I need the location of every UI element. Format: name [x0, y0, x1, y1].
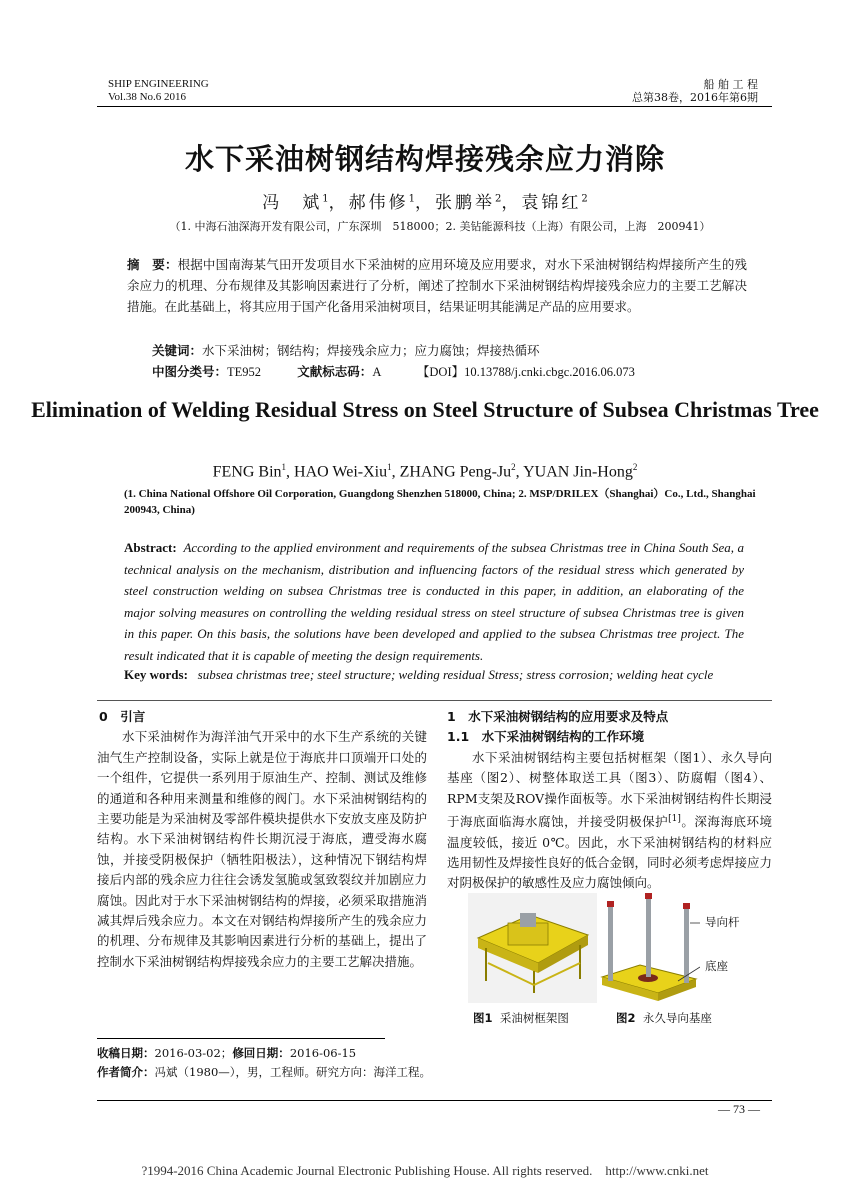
- author-sup: 1: [387, 462, 392, 472]
- figure-2-callout-base: 底座: [705, 959, 728, 973]
- author-sup: 1: [281, 462, 287, 472]
- figure-2-caption: [616, 1010, 712, 1026]
- keywords-cn-label: 关键词：: [152, 343, 203, 358]
- right-column: [447, 707, 772, 894]
- author-sup: 2: [581, 193, 588, 205]
- figure-2-title: 永久导向基座: [642, 1011, 712, 1025]
- paragraph-text: 。深海海底环境温度较低，接近 0℃。因此，水下采油树钢结构的材料应选用韧性及焊接性良好的低合金钢，同时必须考虑焊接应力对阴极保护的敏感性及应力腐蚀倾向。: [447, 814, 773, 891]
- section-1-1-heading: 1.1 水下采油树钢结构的工作环境: [447, 729, 645, 745]
- footnote-rule: [97, 1038, 385, 1039]
- abstract-cn-label: 摘 要：: [127, 257, 178, 272]
- paragraph-text: 水下采油树钢结构主要包括树框架（图1）、永久导向基座（图2）、树整体取送工具（图3）、防腐帽（图4）、RPM支架及ROV操作面板等。水下采油树钢结构件长期浸于海底面临海水腐蚀，并接受阴极保护: [447, 749, 772, 830]
- author-cn: 袁锦红: [521, 193, 582, 213]
- author-bio-text: 冯斌（1980—），男，工程师。研究方向：海洋工程。: [154, 1065, 432, 1079]
- author-sup: 1: [322, 193, 329, 205]
- journal-name-en: SHIP ENGINEERING: [108, 78, 209, 90]
- keywords-cn-text: 水下采油树；钢结构；焊接残余应力；应力腐蚀；焊接热循环: [202, 343, 540, 358]
- left-column: [97, 707, 427, 972]
- page-number: — 73 —: [718, 1102, 760, 1116]
- figure-2-number: 图2: [616, 1011, 636, 1025]
- keywords-cn: [152, 340, 752, 361]
- author-list-cn: 冯 斌$^1$，郝伟修$^1$，张鹏举$^2$，袁锦红$^2$: [262, 193, 588, 213]
- copyright-notice: ?1994-2016 China Academic Journal Electronic Publishing House. All rights reserved. http://www.cnki.net: [141, 1163, 709, 1178]
- footnote: [97, 1044, 431, 1082]
- revised-label: 修回日期：: [232, 1046, 290, 1060]
- figure-1-caption: [473, 1010, 569, 1026]
- author-cn: 冯 斌: [262, 193, 323, 213]
- author-sup: 2: [632, 462, 638, 472]
- doc-code-label: 文献标志码：: [297, 364, 373, 379]
- figure-1-title: 采油树框架图: [499, 1011, 569, 1025]
- section-0-heading: 0 引言: [99, 709, 146, 724]
- received-date: 2016-03-02；: [154, 1046, 233, 1060]
- section-1-1-paragraph: [447, 748, 772, 894]
- abstract-en: [124, 537, 744, 666]
- keywords-en: [124, 666, 764, 684]
- revised-date: 2016-06-15: [289, 1046, 357, 1060]
- affiliation-en: (1. China National Offshore Oil Corporation, Guangdong Shenzhen 518000, China; 2. MSP/DRILEX（Shanghai）Co., Ltd., Shanghai 200943, China): [124, 488, 756, 516]
- journal-name-cn: 船 舶 工 程: [703, 78, 758, 91]
- abstract-en-text: According to the applied environment and requirements of the subsea Christmas tree in China South Sea, a technical analysis on the mechanism, distribution and influencing factors of the residual stress which generated by steel construction welding on subsea Christmas tree is conducted in this paper, in addition, an elaborating of the major solving measures on controlling the welding residual stress on steel structure of subsea Christmas tree is given in this paper. On this basis, the solutions have been developed and applied to the subsea Christmas tree project. The result indicated that it is capable of meeting the design requirements.: [124, 540, 745, 663]
- footer-rule: [97, 1100, 772, 1101]
- abstract-en-label: Abstract:: [124, 540, 177, 555]
- issue-cn: 总第38卷，2016年第6期: [632, 91, 758, 104]
- citation-ref[interactable]: [1]: [668, 814, 681, 825]
- author-en: HAO Wei-Xiu: [294, 463, 388, 481]
- figure-1-image: [468, 893, 597, 1003]
- author-en: YUAN Jin-Hong: [523, 463, 633, 481]
- issue-en: Vol.38 No.6 2016: [108, 91, 187, 103]
- running-header-left: [108, 78, 209, 104]
- running-header-right: [632, 78, 758, 104]
- keywords-en-text: subsea christmas tree; steel structure; welding residual Stress; stress corrosion; welding heat cycle: [197, 667, 714, 682]
- clc-label: 中图分类号：: [152, 364, 228, 379]
- footnote-dates: [97, 1044, 431, 1063]
- paper-title-cn: 水下采油树钢结构焊接残余应力消除: [184, 142, 665, 176]
- doi-link[interactable]: 【DOI】10.13788/j.cnki.cbgc.2016.06.073: [416, 365, 635, 379]
- section-rule: [97, 700, 772, 701]
- footnote-author: [97, 1063, 431, 1082]
- abstract-cn: [127, 254, 747, 317]
- figure-2-image: [600, 893, 770, 1003]
- header-rule: [97, 106, 772, 107]
- received-label: 收稿日期：: [97, 1046, 155, 1060]
- author-list-en: FENG Bin$^1$, HAO Wei-Xiu$^1$, ZHANG Peng-Ju$^2$, YUAN Jin-Hong$^2$: [212, 462, 638, 481]
- figure-1-number: 图1: [473, 1011, 493, 1025]
- author-en: ZHANG Peng-Ju: [399, 463, 512, 481]
- affiliation-cn: （1. 中海石油深海开发有限公司，广东深圳 518000；2. 美钻能源科技（上海）有限公司，上海 200941）: [169, 220, 711, 233]
- author-sup: 2: [511, 462, 516, 472]
- abstract-cn-text: 根据中国南海某气田开发项目水下采油树的应用环境及应用要求，对水下采油树钢结构焊接所产生的残余应力的机理、分布规律及其影响因素进行了分析，阐述了控制水下采油树钢结构焊接残余应力的主要工艺解决措施。在此基础上，将其应用于国产化备用采油树项目，结果证明其能满足产品的应用要求。: [127, 257, 747, 314]
- clc-value: TE952: [227, 365, 262, 379]
- section-0-paragraph: 水下采油树作为海洋油气开采中的水下生产系统的关键油气生产控制设备，实际上就是位于海底井口顶端开口处的一个组件，它提供一系列用于原油生产、控制、测试及维修的通道和各种用来测量和维修的阀门。水下采油树钢结构的主要功能是为采油树及零部件模块提供水下安放支座及防护结构。水下采油树钢结构件长期沉浸于海底，遭受海水腐蚀，并接受阴极保护（牺牲阳极法），这种情况下钢结构焊接后内部的残余应力往往会诱发氢脆或氢致裂纹并加剧应力腐蚀。因此对于水下采油树钢结构的焊接，必须采取措施消减其焊后残余应力。本文在对钢结构焊接所产生的残余应力的机理、分布规律及其影响因素进行分析的基础上，提出了控制水下采油树钢结构焊接残余应力的主要工艺解决措施。: [97, 729, 427, 969]
- author-en: FENG Bin: [212, 463, 282, 481]
- classification-line: [152, 361, 772, 383]
- author-sup: 1: [408, 193, 415, 205]
- keywords-en-label: Key words:: [124, 667, 188, 682]
- section-1-heading: 1 水下采油树钢结构的应用要求及特点: [447, 709, 669, 724]
- author-cn: 张鹏举: [435, 193, 495, 213]
- author-bio-label: 作者简介：: [97, 1065, 155, 1079]
- author-sup: 2: [495, 193, 502, 205]
- author-cn: 郝伟修: [348, 193, 409, 213]
- figure-2-callout-guide: 导向杆: [705, 915, 740, 929]
- paper-title-en: Elimination of Welding Residual Stress on Steel Structure of Subsea Christmas Tree: [31, 397, 819, 422]
- doc-code-value: A: [372, 365, 381, 379]
